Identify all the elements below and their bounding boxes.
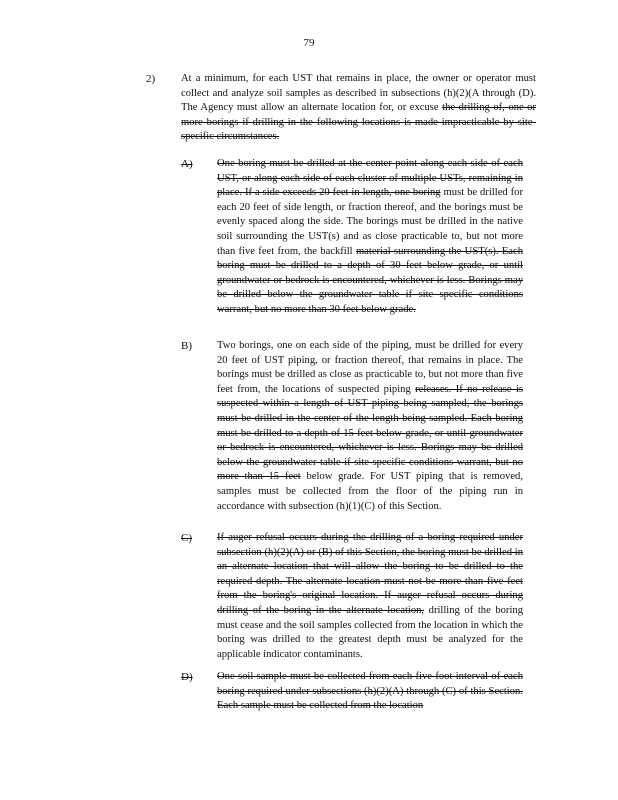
subsection-a-deleted-2: material surrounding the UST(s). Each boring must be drilled to a depth of 30 feet below grade, or until groundwater or bedrock is encountered, whichever is less. Borings may be drilled below the groundwater table if site specific conditions warrant, but no more than 30 feet below grade. xyxy=(217,245,523,315)
subsection-b-kept-2: below grade. For UST piping that is removed, samples must be collected from the floor of the piping run in accordance with subsection (h)(1)(C) of this Section. xyxy=(217,471,523,512)
subsection-d-marker: D) xyxy=(181,671,193,683)
subsection-d-paragraph xyxy=(217,670,523,714)
item-kept-text: At a minimum, for each UST that remains in place, the owner or operator must collect and analyze soil samples as described in subsections (h)(2)(A through (D). The Agency must allow an alternate location for, or excuse xyxy=(181,73,536,114)
subsection-d-deleted-1: One soil sample must be collected from each five foot interval of each boring required under subsections (h)(2)(A) through (C) of this Section. Each sample must be collected from the location xyxy=(217,671,523,712)
subsection-b-kept-1: Two borings, one on each side of the piping, must be drilled for every 20 feet of UST piping, or fraction thereof, that remains in place. The borings must be drilled as close as practicable to, but not more than five feet from, the locations of suspected piping xyxy=(217,340,523,395)
subsection-c-marker: C) xyxy=(181,532,192,544)
subsection-b-paragraph xyxy=(217,339,523,514)
subsection-c-paragraph xyxy=(217,531,523,662)
subsection-a-kept-1: must be drilled for each 20 feet of side length, or fraction thereof, and the borings must be evenly spaced along the side. The borings must be drilled in the native soil surrounding the UST(s) and as close practicable to, but not more than five feet from, the backfill xyxy=(217,187,523,257)
subsection-c-kept-1: drilling of the boring must cease and the soil samples collected from the location in which the boring was drilled to the greatest depth must be analyzed for the applicable indicator contaminants. xyxy=(217,604,524,660)
page-number: 79 xyxy=(303,37,315,49)
subsection-a-paragraph xyxy=(217,157,523,318)
subsection-a-deleted-1: One boring must be drilled at the center point along each side of each UST, or along each side of each cluster of multiple USTs, remaining in place. If a side exceeds 20 feet in length, one boring xyxy=(217,158,523,199)
item-paragraph xyxy=(181,72,536,145)
subsection-b-marker: B) xyxy=(181,340,192,352)
subsection-a-marker: A) xyxy=(181,158,193,170)
subsection-b-deleted-1: releases. If no release is suspected within a length of UST piping being sampled, the borings must be drilled in the center of the length being sampled. Each boring must be drilled to a depth of 15 feet below grade, or until groundwater or bedrock is encountered, whichever is less. Borings may be drilled below the groundwater table if site specific conditions warrant, but no more than 15 feet xyxy=(217,383,524,483)
item-marker: 2) xyxy=(146,73,156,85)
item-deleted-text: the drilling of, one or more borings if drilling in the following locations is made impracticable by site-specific circumstances. xyxy=(181,102,537,143)
subsection-c-deleted-1: If auger refusal occurs during the drilling of a boring required under subsection (h)(2)(A) or (B) of this Section, the boring must be drilled in an alternate location that will allow the boring to be drilled to the required depth. The alternate location must not be more than five feet from the boring's original location. If auger refusal occurs during drilling of the boring in the alternate location, xyxy=(217,532,523,616)
